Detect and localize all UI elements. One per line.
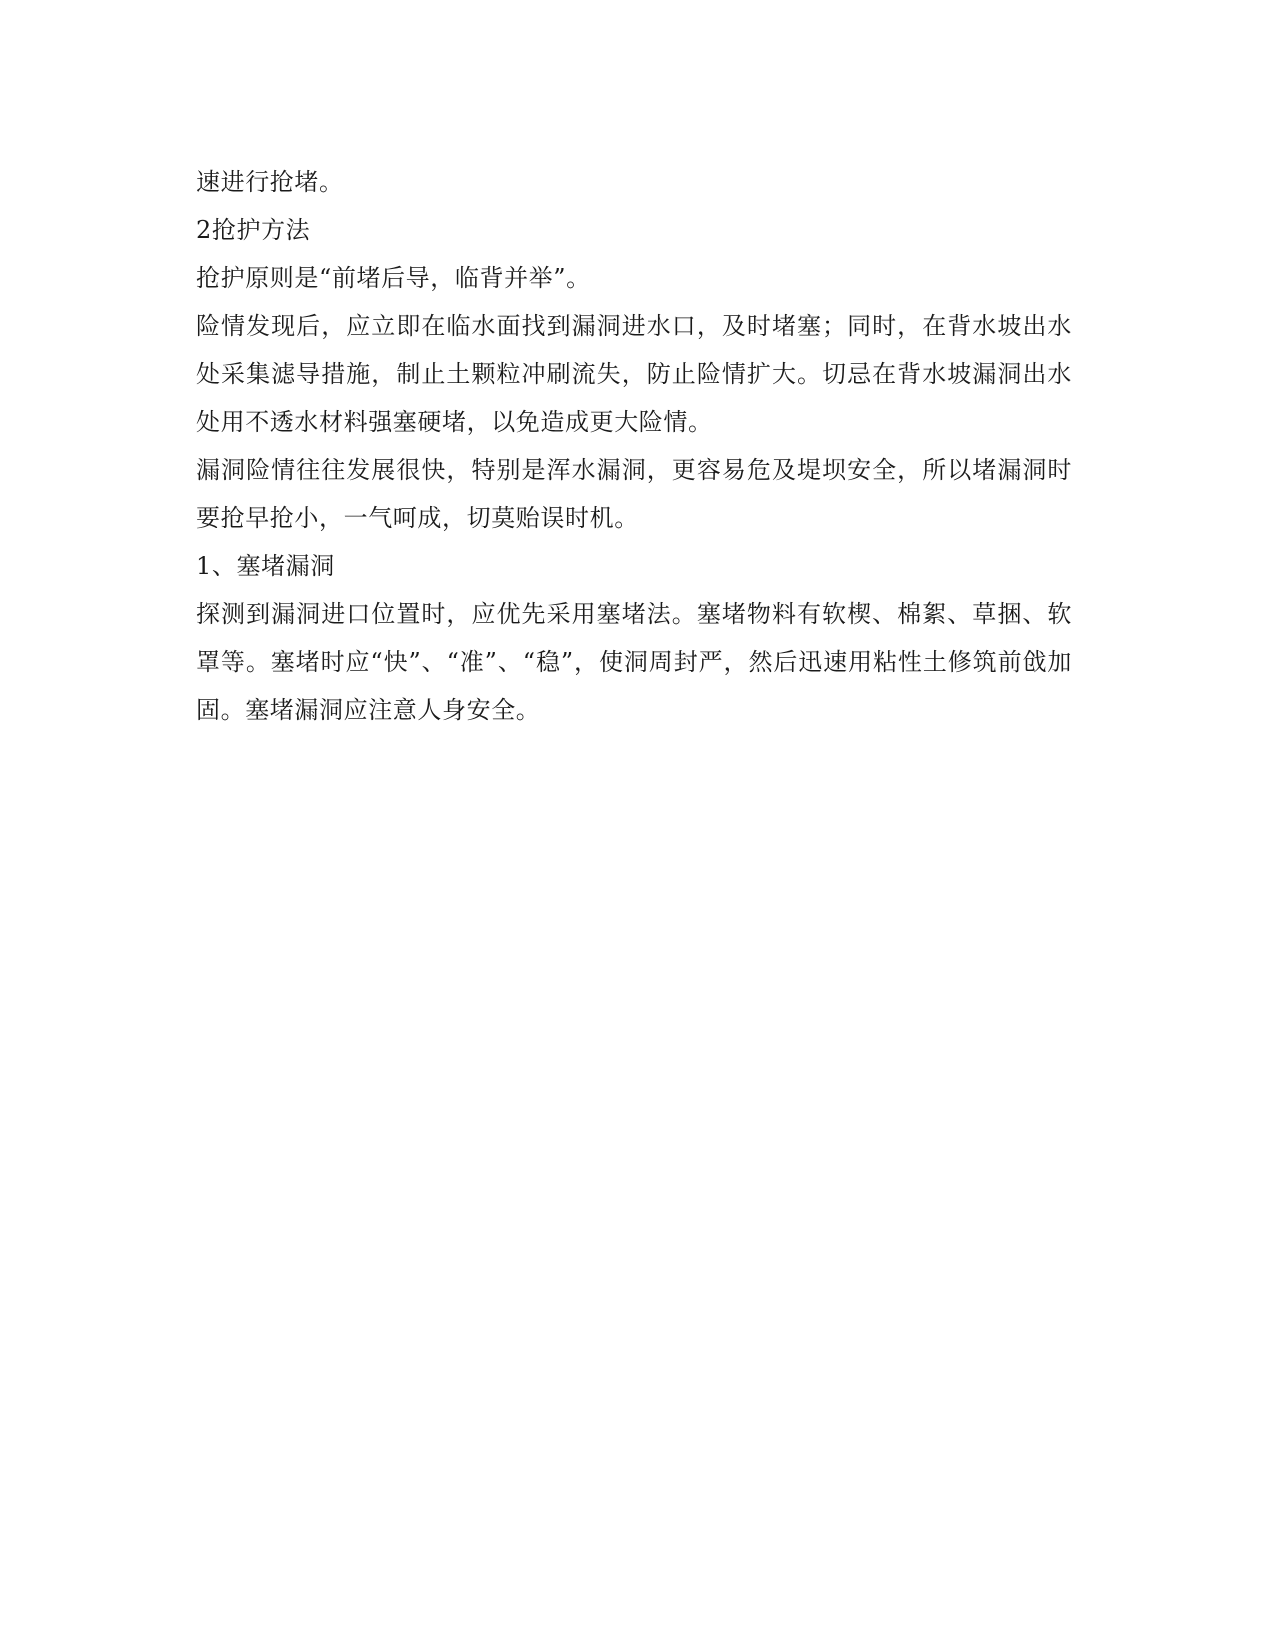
paragraph-after-discovery: 险情发现后，应立即在临水面找到漏洞进水口，及时堵塞；同时，在背水坡出水处采集滤导措施，制止土颗粒冲刷流失，防止险情扩大。切忌在背水坡漏洞出水处用不透水材料强塞硬堵，以免造成更大险情。 (196, 312, 1072, 436)
paragraph-rescue-principle: 抢护原则是“前堵后导，临背并举”。 (196, 264, 591, 292)
subheading-plug-leak: 1、塞堵漏洞 (196, 552, 335, 580)
section-heading-rescue-methods: 2抢护方法 (196, 216, 311, 244)
document-body (196, 158, 1072, 734)
paragraph-plugging-method: 探测到漏洞进口位置时，应优先采用塞堵法。塞堵物料有软楔、棉絮、草捆、软罩等。塞堵时应“快”、“准”、“稳”，使洞周封严，然后迅速用粘性土修筑前戗加固。塞堵漏洞应注意人身安全。 (196, 600, 1072, 724)
paragraph-continuation: 速进行抢堵。 (196, 168, 344, 196)
paragraph-leak-development: 漏洞险情往往发展很快，特别是浑水漏洞，更容易危及堤坝安全，所以堵漏洞时要抢早抢小，一气呵成，切莫贻误时机。 (196, 456, 1072, 532)
